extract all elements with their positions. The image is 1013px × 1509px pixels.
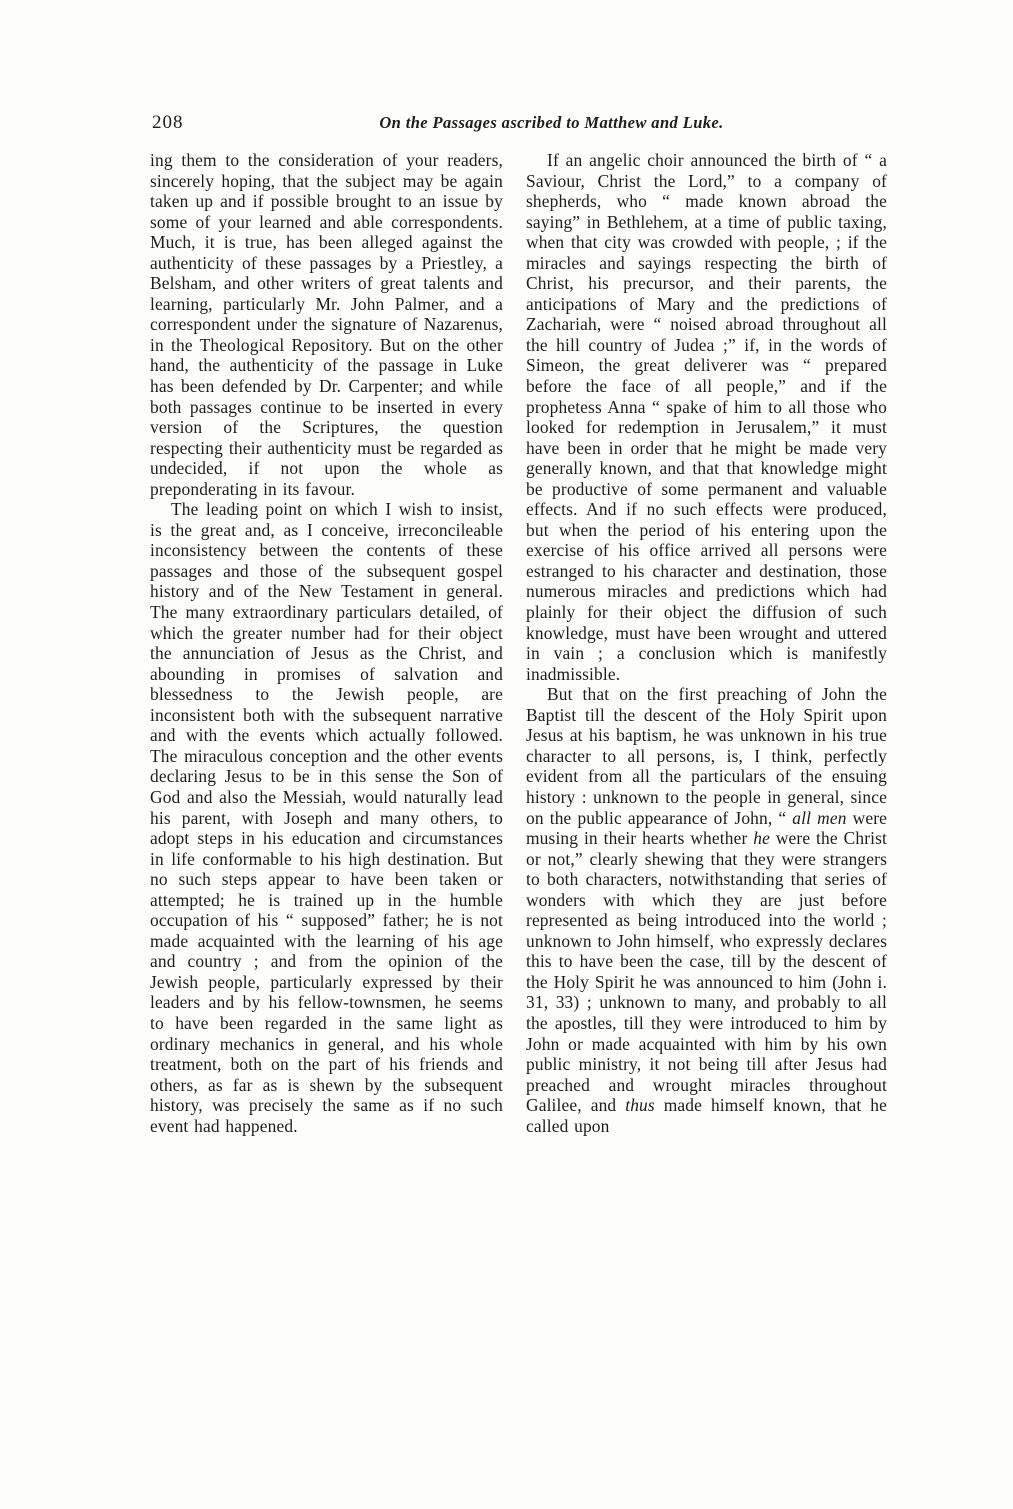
paragraph: ing them to the consideration of your readers, sincerely hoping, that the subject may be again taken up and if possible brought to an issue by some of your learned and able correspondents. Much, it is true, has been alleged against the authenticity of these passages by a Priestley, a Belsham, and other writers of great talents and learning, particularly Mr. John Palmer, and a correspondent under the signature of Nazarenus, in the Theological Repository. But on the other hand, the authenticity of the passage in Luke has been defended by Dr. Carpenter; and while both passages continue to be inserted in every version of the Scriptures, the question respecting their authenticity must be regarded as undecided, if not upon the whole as preponderating in its favour. <box>150 150 503 499</box>
paragraph: If an angelic choir announced the birth of “ a Saviour, Christ the Lord,” to a company of shepherds, who “ made known abroad the saying” in Bethlehem, at a time of public taxing, when that city was crowded with people, ; if the miracles and sayings respecting the birth of Christ, his precursor, and their parents, the anticipations of Mary and the predictions of Zachariah, were “ noised abroad throughout all the hill country of Judea ;” if, in the words of Simeon, the great deliverer was “ prepared before the face of all people,” and if the prophetess Anna “ spake of him to all those who looked for redemption in Jerusalem,” it must have been in order that he might be made very generally known, and that that knowledge might be productive of some permanent and valuable effects. And if no such effects were produced, but when the period of his entering upon the exercise of his office arrived all persons were estranged to his character and destination, those numerous miracles and predictions which had plainly for their object the diffusion of such knowledge, must have been wrought and uttered in vain ; a conclusion which is manifestly inadmissible. <box>526 150 887 684</box>
paragraph: The leading point on which I wish to insist, is the great and, as I conceive, irreconcileable inconsistency between the contents of these passages and those of the subsequent gospel history and of the New Testament in general. The many extraordinary particulars detailed, of which the greater number had for their object the annunciation of Jesus as the Christ, and abounding in promises of salvation and blessedness to the Jewish people, are inconsistent both with the subsequent narrative and with the events which actually followed. The miraculous conception and the other events declaring Jesus to be in this sense the Son of God and also the Messiah, would naturally lead his parent, with Joseph and many others, to adopt steps in his education and circumstances in life conformable to his high destination. But no such steps appear to have been taken or attempted; he is trained up in the humble occupation of his “ supposed” father; he is not made acquainted with the learning of his age and country ; and from the opinion of the Jewish people, particularly expressed by their leaders and by his fellow-townsmen, he seems to have been regarded in the same light as ordinary mechanics in general, and his whole treatment, both on the part of his friends and others, as far as is shewn by the subsequent history, was precisely the same as if no such event had happened. <box>150 499 503 1136</box>
text-columns <box>150 150 887 1136</box>
page-number: 208 <box>152 112 184 133</box>
paragraph: But that on the first preaching of John the Baptist till the descent of the Holy Spirit upon Jesus at his baptism, he was unknown in his true character to all persons, is, I think, perfectly evident from all the particulars of the ensuing history : unknown to the people in general, since on the public appearance of John, “ all men were musing in their hearts whether he were the Christ or not,” clearly shewing that they were strangers to both characters, notwithstanding that series of wonders with which they are just before represented as being introduced into the world ; unknown to John himself, who expressly declares this to have been the case, till by the descent of the Holy Spirit he was announced to him (John i. 31, 33) ; unknown to many, and probably to all the apostles, till they were introduced to him by John or made acquainted with him by his own public ministry, it not being till after Jesus had preached and wrought miracles throughout Galilee, and thus made himself known, that he called upon <box>526 684 888 1136</box>
running-title: On the Passages ascribed to Matthew and Luke. <box>379 113 724 132</box>
text-column-left <box>150 150 503 1136</box>
page-header <box>150 112 893 140</box>
text-column-right <box>526 150 887 1136</box>
